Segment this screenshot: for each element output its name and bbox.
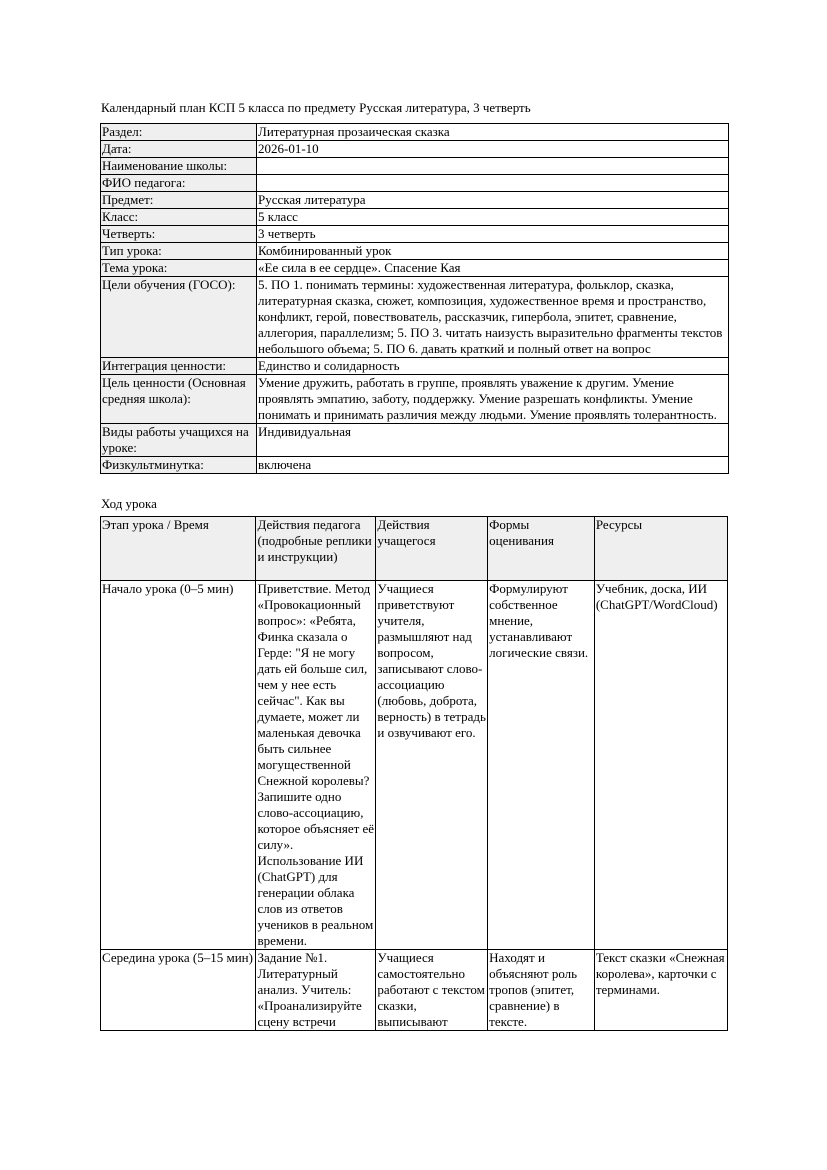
- info-label: Дата:: [101, 141, 257, 158]
- info-row-value-goal: [101, 375, 729, 424]
- info-value: 5. ПО 1. понимать термины: художественная литература, фольклор, сказка, литературная сказка, сюжет, композиция, художественное время и пространство, конфликт, герой, повествователь, рассказчик, гипербола, эпитет, сравнение, аллегория, параллелизм; 5. ПО 3. читать наизусть выразительно фрагменты текстов небольшого объема; 5. ПО 6. давать краткий и полный ответ на вопрос: [257, 277, 729, 358]
- info-value: [257, 175, 729, 192]
- info-row-lesson-type: [101, 243, 729, 260]
- info-row-section: [101, 124, 729, 141]
- plan-header-row: [101, 517, 728, 581]
- info-label: Цель ценности (Основная средняя школа):: [101, 375, 257, 424]
- document-title: Календарный план КСП 5 класса по предмету Русская литература, 3 четверть: [101, 100, 531, 115]
- info-value: [257, 158, 729, 175]
- info-row-class: [101, 209, 729, 226]
- info-value: 5 класс: [257, 209, 729, 226]
- column-header-resources: Ресурсы: [594, 517, 727, 581]
- info-row-work-types: [101, 424, 729, 457]
- lesson-plan-table: [100, 516, 728, 1031]
- info-label: ФИО педагога:: [101, 175, 257, 192]
- teacher-actions-cell: Приветствие. Метод «Провокационный вопрос»: «Ребята, Финка сказала о Герде: "Я не могу дать ей больше сил, чем у нее есть сейчас". Как вы думаете, может ли маленькая девочка быть сильнее могущественной Снежной королевы? Запишите одно слово-ассоциацию, которое объясняет её силу». Использование ИИ (ChatGPT) для генерации облака слов из ответов учеников в реальном времени.: [257, 581, 375, 948]
- info-row-physical-break: [101, 457, 729, 474]
- plan-row-middle: [101, 950, 728, 1031]
- info-row-subject: [101, 192, 729, 209]
- info-label: Класс:: [101, 209, 257, 226]
- info-label: Тема урока:: [101, 260, 257, 277]
- column-header-stage: Этап урока / Время: [101, 517, 256, 581]
- resources-cell: Текст сказки «Снежная королева», карточки с терминами.: [594, 950, 727, 1031]
- info-label: Предмет:: [101, 192, 257, 209]
- info-value: «Ее сила в ее сердце». Спасение Кая: [257, 260, 729, 277]
- info-row-school: [101, 158, 729, 175]
- info-row-value-integration: [101, 358, 729, 375]
- info-value: Русская литература: [257, 192, 729, 209]
- info-label: Интеграция ценности:: [101, 358, 257, 375]
- info-row-learning-goals: [101, 277, 729, 358]
- lesson-info-table: [100, 123, 729, 474]
- info-label: Тип урока:: [101, 243, 257, 260]
- column-header-teacher-actions: Действия педагога (подробные реплики и инструкции): [256, 517, 376, 581]
- info-row-date: [101, 141, 729, 158]
- info-row-topic: [101, 260, 729, 277]
- resources-cell: Учебник, доска, ИИ (ChatGPT/WordCloud): [594, 581, 727, 950]
- info-value: Комбинированный урок: [257, 243, 729, 260]
- teacher-actions-cell: Задание №1. Литературный анализ. Учитель: «Проанализируйте сцену встречи: [256, 950, 376, 1031]
- info-value: Индивидуальная: [257, 424, 729, 457]
- info-value: Литературная прозаическая сказка: [257, 124, 729, 141]
- student-actions-cell: Учащиеся самостоятельно работают с текстом сказки, выписывают: [376, 950, 488, 1031]
- info-label: Наименование школы:: [101, 158, 257, 175]
- lesson-flow-heading: Ход урока: [101, 496, 157, 511]
- info-row-quarter: [101, 226, 729, 243]
- stage-cell: Середина урока (5–15 мин): [101, 950, 256, 1031]
- info-value: Умение дружить, работать в группе, проявлять уважение к другим. Умение проявлять эмпатию, заботу, поддержку. Умение разрешать конфликты. Умение понимать и принимать различия между людьми. Умение проявлять толерантность.: [257, 375, 729, 424]
- info-row-teacher: [101, 175, 729, 192]
- info-value: 3 четверть: [257, 226, 729, 243]
- info-value: 2026-01-10: [257, 141, 729, 158]
- info-value: включена: [257, 457, 729, 474]
- info-label: Четверть:: [101, 226, 257, 243]
- info-label: Виды работы учащихся на уроке:: [101, 424, 257, 457]
- column-header-assessment: Формы оценивания: [488, 517, 595, 581]
- info-label: Цели обучения (ГОСО):: [101, 277, 257, 358]
- assessment-cell: Находят и объясняют роль тропов (эпитет, сравнение) в тексте.: [488, 950, 595, 1031]
- info-label: Физкультминутка:: [101, 457, 257, 474]
- plan-row-start: [101, 581, 728, 950]
- student-actions-cell: Учащиеся приветствуют учителя, размышляют над вопросом, записывают слово-ассоциацию (любовь, доброта, верность) в тетрадь и озвучивают его.: [376, 581, 488, 950]
- column-header-student-actions: Действия учащегося: [376, 517, 488, 581]
- assessment-cell: Формулируют собственное мнение, устанавливают логические связи.: [488, 581, 595, 950]
- info-label: Раздел:: [101, 124, 257, 141]
- stage-cell: Начало урока (0–5 мин): [101, 581, 256, 950]
- info-value: Единство и солидарность: [257, 358, 729, 375]
